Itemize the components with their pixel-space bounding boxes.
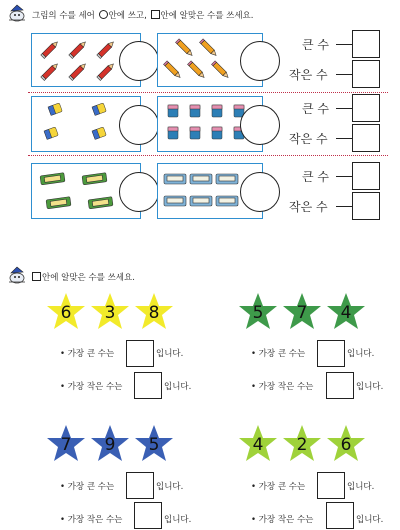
row1-right-answer-circle[interactable] [240,41,280,81]
g1-star-3 [134,292,174,330]
row3-big-line [336,176,352,177]
g4-star-number: 4 [252,435,264,455]
g4-star-number: 2 [296,435,308,455]
g2-star-number: 4 [340,303,352,323]
g2-star-number: 5 [252,303,264,323]
g3-largest-box[interactable] [126,472,154,499]
g1-largest-box[interactable] [126,340,154,367]
row2-big-line [336,108,352,109]
instruction-1-part-a: 그림의 수를 세어 [32,11,95,21]
g2-smallest-label: • 가장 작은 수는 [251,382,314,392]
g1-largest-label: • 가장 큰 수는 [60,349,115,359]
g4-star-1 [238,424,278,462]
row3-small-line [336,206,352,207]
g3-largest-label: • 가장 큰 수는 [60,482,115,492]
g2-largest-box[interactable] [317,340,345,367]
g1-star-2 [90,292,130,330]
g1-smallest-label: • 가장 작은 수는 [60,382,123,392]
row1-small-line [336,74,352,75]
g3-star-number: 5 [148,435,160,455]
g2-star-2 [282,292,322,330]
instruction-2 [31,271,135,283]
row2-left-answer-circle[interactable] [119,105,159,145]
g4-smallest-box[interactable] [326,502,354,529]
row1-left-answer-circle[interactable] [119,41,159,81]
row3-right-answer-circle[interactable] [240,172,280,212]
instruction-1-part-b: 안에 쓰고, [108,11,147,21]
row2-small-label: 작은 수 [289,132,328,146]
g3-smallest-box[interactable] [134,502,162,529]
row2-big-label: 큰 수 [302,102,329,116]
g1-star-number: 6 [60,303,72,323]
row1-big-label: 큰 수 [302,38,329,52]
row2-big-box[interactable] [352,94,380,122]
row1-big-line [336,44,352,45]
row1-big-box[interactable] [352,30,380,58]
square-symbol-icon [151,10,160,19]
g4-star-2 [282,424,322,462]
g3-star-number: 7 [60,435,72,455]
g4-largest-suffix: 입니다. [347,482,375,492]
row2-small-box[interactable] [352,124,380,152]
g3-smallest-suffix: 입니다. [164,515,192,525]
g3-star-2 [90,424,130,462]
g2-star-3 [326,292,366,330]
g4-largest-box[interactable] [317,472,345,499]
g3-star-number: 9 [104,435,116,455]
g1-largest-suffix: 입니다. [156,349,184,359]
g3-star-3 [134,424,174,462]
instruction-1-part-c: 안에 알맞은 수를 쓰세요. [160,11,254,21]
row2-right-answer-circle[interactable] [240,105,280,145]
g2-smallest-box[interactable] [326,372,354,399]
row3-small-box[interactable] [352,192,380,220]
row2-small-line [336,138,352,139]
g1-smallest-box[interactable] [134,372,162,399]
row1-small-label: 작은 수 [289,68,328,82]
g2-star-1 [238,292,278,330]
instruction-2-text: 안에 알맞은 수를 쓰세요. [42,273,135,283]
g1-smallest-suffix: 입니다. [164,382,192,392]
row1-small-box[interactable] [352,60,380,88]
g2-largest-label: • 가장 큰 수는 [251,349,306,359]
mascot-icon [6,4,28,22]
g4-smallest-suffix: 입니다. [356,515,384,525]
row3-big-label: 큰 수 [302,170,329,184]
square-symbol-icon [32,272,41,281]
g3-star-1 [46,424,86,462]
g2-smallest-suffix: 입니다. [356,382,384,392]
g3-largest-suffix: 입니다. [156,482,184,492]
circle-symbol-icon [99,10,108,19]
instruction-1 [32,9,253,21]
row3-left-answer-circle[interactable] [119,172,159,212]
row3-big-box[interactable] [352,162,380,190]
g2-largest-suffix: 입니다. [347,349,375,359]
g4-smallest-label: • 가장 작은 수는 [251,515,314,525]
g1-star-1 [46,292,86,330]
g2-star-number: 7 [296,303,308,323]
row3-small-label: 작은 수 [289,200,328,214]
g4-star-3 [326,424,366,462]
g1-star-number: 3 [104,303,116,323]
g4-largest-label: • 가장 큰 수는 [251,482,306,492]
g3-smallest-label: • 가장 작은 수는 [60,515,123,525]
g1-star-number: 8 [148,303,160,323]
mascot-icon [6,266,28,284]
g4-star-number: 6 [340,435,352,455]
